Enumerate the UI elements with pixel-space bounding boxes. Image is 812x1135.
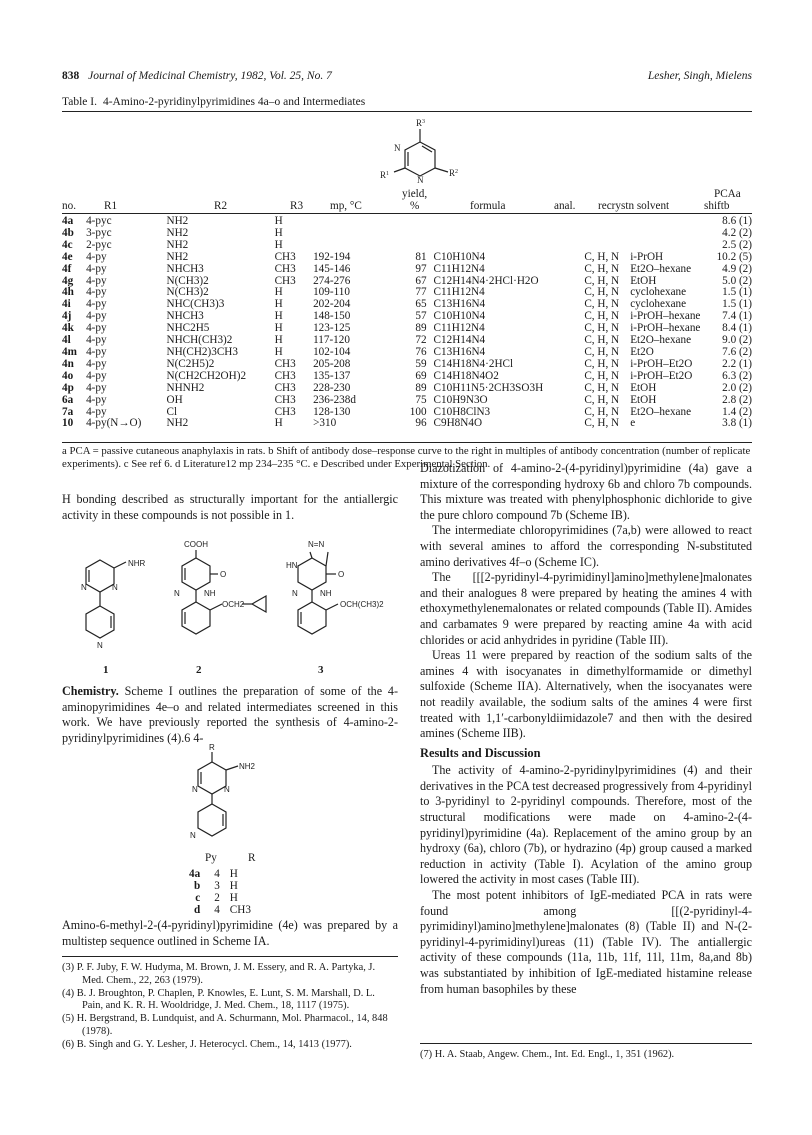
scheme-cell-py: 3 bbox=[214, 880, 220, 892]
table-caption bbox=[62, 96, 365, 108]
cell-anal: C, H, N bbox=[584, 322, 620, 335]
cell-mp: 274-276 bbox=[313, 274, 351, 287]
cell-r3: CH3 bbox=[274, 250, 296, 263]
table-bottom-rule bbox=[62, 442, 752, 443]
data-table bbox=[62, 216, 752, 430]
cell-r1: 3-pyc bbox=[86, 226, 112, 239]
cell-formula: C10H8ClN3 bbox=[433, 405, 491, 418]
table-row bbox=[62, 359, 752, 371]
scheme-cell-id: c bbox=[195, 892, 201, 904]
scheme-cell-r: H bbox=[229, 892, 238, 904]
cell-formula bbox=[431, 216, 585, 228]
left-paragraph-2-text: Amino-6-methyl-2-(4-pyridinyl)pyrimidine (4e) was prepared by a multistep sequence outlined in Scheme IA. bbox=[62, 918, 398, 948]
compound-1-structure bbox=[70, 540, 165, 660]
cell-solvent: e bbox=[630, 417, 636, 430]
scheme-substituent-row bbox=[189, 868, 261, 880]
cell-r3: CH3 bbox=[274, 369, 296, 382]
cell-formula: C11H12N4 bbox=[433, 286, 485, 299]
reference-7: (7) H. A. Staab, Angew. Chem., Int. Ed. Engl., 1, 351 (1962). bbox=[420, 1049, 675, 1060]
header-anal: anal. bbox=[554, 200, 576, 212]
structure-n-lower: N bbox=[417, 175, 424, 185]
header-yield-top: yield, bbox=[402, 188, 428, 200]
cell-formula: C13H16N4 bbox=[433, 298, 486, 311]
cell-shift: 7.4 (1) bbox=[722, 310, 752, 323]
cell-r2: NHC(CH3)3 bbox=[166, 298, 225, 311]
header-solvent: recrystn solvent bbox=[598, 200, 670, 212]
table-footnote: a PCA = passive cutaneous anaphylaxis in rats. b Shift of antibody dose–response curve to the right in multiples of antibody concentration (number of replicate experiments). c See ref 6. d Literature12 mp 234–235 °C. e Described under Experimental Section. bbox=[62, 445, 751, 470]
cell-formula: C11H12N4 bbox=[433, 322, 485, 335]
scheme-cell-py: 4 bbox=[214, 868, 220, 880]
header-r2: R2 bbox=[214, 200, 228, 212]
table-header-rule bbox=[62, 213, 752, 214]
cell-solvent bbox=[630, 228, 716, 240]
compound-2-n: N bbox=[174, 589, 180, 598]
header-r1: R1 bbox=[104, 200, 118, 212]
cell-solvent: cyclohexane bbox=[630, 298, 687, 311]
cell-r1: 4-py(N→O) bbox=[86, 417, 142, 430]
scheme-4-structure bbox=[182, 742, 272, 850]
cell-r1: 4-py bbox=[86, 274, 107, 287]
scheme-cell-py: 4 bbox=[214, 904, 220, 916]
cell-r3: CH3 bbox=[274, 381, 296, 394]
compound-1-label: 1 bbox=[103, 664, 109, 676]
cell-solvent: i-PrOH–Et2O bbox=[630, 369, 693, 382]
header-r3: R3 bbox=[290, 200, 304, 212]
header-formula: formula bbox=[470, 200, 506, 212]
cell-r3: H bbox=[274, 322, 283, 335]
page-number: 838 bbox=[62, 70, 80, 82]
cell-mp: 148-150 bbox=[313, 310, 351, 323]
compound-3-n: N bbox=[292, 589, 298, 598]
cell-mp: 228-230 bbox=[313, 381, 351, 394]
structure-r2-label: $R^2$ bbox=[449, 168, 459, 178]
cell-solvent: Et2O–hexane bbox=[630, 262, 692, 275]
cell-r2: NH2 bbox=[166, 238, 189, 251]
cell-anal: C, H, N bbox=[584, 393, 620, 406]
left-references bbox=[62, 962, 398, 1052]
cell-no: 4j bbox=[62, 310, 72, 323]
cell-shift: 9.0 (2) bbox=[722, 334, 752, 347]
scheme-r-label: R bbox=[209, 743, 215, 752]
cell-mp: 145-146 bbox=[313, 262, 351, 275]
cell-r2: NH2 bbox=[166, 417, 189, 430]
compound-1-nhr: NHR bbox=[128, 559, 146, 568]
cell-shift: 4.9 (2) bbox=[722, 262, 752, 275]
cell-formula: C14H18N4·2HCl bbox=[433, 357, 514, 370]
cell-no: 4i bbox=[62, 298, 71, 311]
cell-anal: C, H, N bbox=[584, 298, 620, 311]
scheme-n-a: N bbox=[192, 785, 198, 794]
cell-r3: CH3 bbox=[274, 274, 296, 287]
compound-3-hn: HN bbox=[286, 561, 298, 570]
scheme-cell-r: H bbox=[229, 868, 238, 880]
cell-r3: H bbox=[274, 417, 283, 430]
header-pca-top: PCAa bbox=[714, 188, 741, 200]
cell-yield bbox=[407, 228, 431, 240]
cell-yield bbox=[407, 240, 431, 252]
cell-shift: 4.2 (2) bbox=[722, 226, 752, 239]
cell-r1: 4-py bbox=[86, 310, 107, 323]
cell-anal bbox=[584, 228, 630, 240]
running-authors: Lesher, Singh, Mielens bbox=[647, 70, 752, 82]
cell-anal: C, H, N bbox=[584, 417, 620, 430]
compound-1-n-a: N bbox=[81, 583, 87, 592]
cell-anal: C, H, N bbox=[584, 286, 620, 299]
cell-r1: 4-py bbox=[86, 345, 107, 358]
cell-r2: NHCH3 bbox=[166, 310, 204, 323]
cell-shift: 8.6 (1) bbox=[722, 215, 752, 227]
cell-formula bbox=[431, 240, 585, 252]
cell-r3: H bbox=[274, 215, 283, 227]
cell-formula: C9H8N4O bbox=[433, 417, 483, 430]
cell-yield: 96 bbox=[415, 417, 427, 430]
cell-mp bbox=[310, 228, 407, 240]
table-row bbox=[62, 264, 752, 276]
left-intro-paragraph bbox=[62, 492, 398, 523]
cell-r1: 4-py bbox=[86, 381, 107, 394]
journal-citation: Journal of Medicinal Chemistry, 1982, Vol. 25, No. 7 bbox=[88, 70, 332, 82]
cell-shift: 2.5 (2) bbox=[722, 238, 752, 251]
compound-1-n-c: N bbox=[97, 641, 103, 650]
compound-2-structure bbox=[160, 536, 278, 660]
cell-r2: OH bbox=[166, 393, 183, 406]
results-heading: Results and Discussion bbox=[420, 745, 541, 760]
cell-r1: 4-py bbox=[86, 250, 107, 263]
scheme-py-header: Py bbox=[205, 852, 217, 864]
left-refs-rule bbox=[62, 956, 398, 957]
cell-r3: CH3 bbox=[274, 405, 296, 418]
table-row bbox=[62, 395, 752, 407]
reference-5: (5) H. Bergstrand, B. Lundquist, and A. Schurmann, Mol. Pharmacol., 14, 848 (1978). bbox=[62, 1013, 388, 1037]
cell-no: 7a bbox=[62, 405, 74, 418]
cell-mp bbox=[310, 240, 407, 252]
cell-mp bbox=[310, 216, 407, 228]
cell-shift: 8.4 (1) bbox=[722, 322, 752, 335]
cell-solvent: i-PrOH–hexane bbox=[630, 322, 701, 335]
chemistry-paragraph bbox=[62, 684, 398, 746]
cell-r3: H bbox=[274, 345, 283, 358]
scheme-n-b: N bbox=[224, 785, 230, 794]
scheme-cell-id: b bbox=[193, 880, 201, 892]
cell-mp: 109-110 bbox=[313, 286, 350, 299]
cell-no: 6a bbox=[62, 393, 74, 406]
cell-no: 4a bbox=[62, 215, 74, 227]
cell-no: 4n bbox=[62, 357, 74, 370]
cell-r1: 4-py bbox=[86, 322, 107, 335]
cell-no: 4k bbox=[62, 322, 74, 335]
cell-formula: C10H9N3O bbox=[433, 393, 488, 406]
cell-mp: 205-208 bbox=[313, 357, 351, 370]
cell-r2: NH2 bbox=[166, 250, 189, 263]
right-paragraph-4: Ureas 11 were prepared by reaction of the sodium salts of the amines 4 with isocyanates in dimethylformamide or dimethyl sulfoxide (Scheme IIA). Alternatively, when the isocyanates were not readily available, the sodium salts of the amines 4 were first treated with 1,1′-carbonyldiimidazole7 and then with the desired amines (Scheme IIB). bbox=[420, 648, 752, 741]
cell-r2: Cl bbox=[166, 405, 178, 418]
cell-no: 4p bbox=[62, 381, 74, 394]
compound-3-oxo: O bbox=[338, 570, 345, 579]
cell-r3: H bbox=[274, 310, 283, 323]
compound-2-cooh: COOH bbox=[184, 540, 208, 549]
cell-yield: 57 bbox=[415, 310, 427, 323]
cell-shift: 1.5 (1) bbox=[722, 286, 752, 299]
cell-no: 4h bbox=[62, 286, 74, 299]
cell-r2: N(C2H5)2 bbox=[166, 357, 215, 370]
scheme-nh2-label: NH2 bbox=[239, 762, 256, 771]
cell-r3: CH3 bbox=[274, 393, 296, 406]
reference-3: (3) P. F. Juby, F. W. Hudyma, M. Brown, J. M. Essery, and R. A. Partyka, J. Med. Chem., 22, 263 (1979). bbox=[62, 962, 376, 986]
cell-shift: 3.8 (1) bbox=[722, 417, 752, 430]
right-paragraph-3: The [[[2-pyridinyl-4-pyrimidinyl]amino]methylene]malonates and their analogues 8 were prepared by heating the amines 4 with ethoxymethylenemalonates or related compounds (Table II). Amides and carbamates 9 were prepared by reacting amine 4a with acid chlorides or acid anhydrides in pyridine (Table III). bbox=[420, 570, 752, 647]
table-row bbox=[62, 371, 752, 383]
cell-r1: 4-pyc bbox=[86, 215, 112, 227]
cell-yield: 89 bbox=[415, 381, 427, 394]
cell-r1: 4-py bbox=[86, 334, 107, 347]
cell-solvent: EtOH bbox=[630, 393, 657, 406]
cell-formula: C10H10N4 bbox=[433, 310, 486, 323]
header-no: no. bbox=[62, 200, 76, 212]
cell-no: 10 bbox=[62, 417, 74, 430]
structure-r1-label: $R^1$ bbox=[380, 170, 390, 180]
table-top-rule bbox=[62, 111, 752, 112]
cell-no: 4c bbox=[62, 238, 73, 251]
cell-solvent bbox=[630, 216, 716, 228]
right-paragraph-5: The activity of 4-amino-2-pyridinylpyrimidines (4) and their derivatives in the PCA test decreased progressively from 4-pyridinyl to 3-pyridinyl to 2-pyridinyl compounds. Therefore, most of the structural modifications were made on 4-amino-2-(4-pyridinyl)pyrimidine (4a). Replacement of the amino group by an hydroxy (6a), chloro (7b), or hydrazino (4p) group caused a marked reduction in activity (Table I). Acylation of the amino group lowered the activity in most cases (Table III). bbox=[420, 763, 752, 887]
cell-r2: N(CH3)2 bbox=[166, 274, 209, 287]
cell-solvent: Et2O–hexane bbox=[630, 334, 692, 347]
cell-yield: 81 bbox=[415, 250, 427, 263]
right-paragraph-1: Diazotization of 4-amino-2-(4-pyridinyl)pyrimidine (4a) gave a mixture of the corresponding hydroxy 6b and chloro 7b compounds. This mixture was treated with phenylphosphonic dichloride to give the pure chloro compound 7b (Scheme IB). bbox=[420, 461, 752, 522]
structure-n-upper: N bbox=[394, 143, 401, 153]
cell-solvent: cyclohexane bbox=[630, 286, 687, 299]
cell-yield: 77 bbox=[415, 286, 427, 299]
cell-r3: H bbox=[274, 226, 283, 239]
cell-solvent: Et2O–hexane bbox=[630, 405, 692, 418]
table-row bbox=[62, 418, 752, 430]
right-refs-rule bbox=[420, 1043, 752, 1044]
cell-anal bbox=[584, 216, 630, 228]
cell-shift: 2.2 (1) bbox=[722, 357, 752, 370]
cell-no: 4l bbox=[62, 334, 71, 347]
cell-shift: 6.3 (2) bbox=[722, 369, 752, 382]
cell-mp: >310 bbox=[313, 417, 337, 430]
cell-yield: 59 bbox=[415, 357, 427, 370]
scheme-substituent-table bbox=[189, 868, 261, 916]
table-title: 4-Amino-2-pyridinylpyrimidines 4a–o and Intermediates bbox=[102, 96, 366, 108]
cell-yield: 89 bbox=[415, 322, 427, 335]
cell-mp: 117-120 bbox=[313, 334, 350, 347]
compound-3-azo: N=N bbox=[308, 540, 325, 549]
cell-yield bbox=[407, 216, 431, 228]
cell-r3: H bbox=[274, 286, 283, 299]
cell-anal bbox=[584, 240, 630, 252]
cell-shift: 7.6 (2) bbox=[722, 345, 752, 358]
cell-formula: C13H16N4 bbox=[433, 345, 486, 358]
cell-r1: 4-py bbox=[86, 405, 107, 418]
cell-r3: H bbox=[274, 238, 283, 251]
cell-r3: H bbox=[274, 298, 283, 311]
cell-no: 4g bbox=[62, 274, 74, 287]
cell-r2: NHNH2 bbox=[166, 381, 205, 394]
cell-yield: 75 bbox=[415, 393, 427, 406]
cell-shift: 10.2 (5) bbox=[716, 250, 752, 263]
compound-3-nh: NH bbox=[320, 589, 332, 598]
cell-no: 4b bbox=[62, 226, 74, 239]
cell-shift: 2.8 (2) bbox=[722, 393, 752, 406]
cell-r1: 4-py bbox=[86, 298, 107, 311]
compound-3-structure bbox=[282, 536, 402, 660]
cell-r3: CH3 bbox=[274, 357, 296, 370]
table-row bbox=[62, 252, 752, 264]
reference-4: (4) B. J. Broughton, P. Chaplen, P. Knowles, E. Lunt, S. M. Marshall, D. L. Pain, and K. R. H. Wooldridge, J. Med. Chem., 18, 1117 (1975). bbox=[62, 987, 375, 1012]
right-column bbox=[420, 461, 752, 997]
cell-yield: 72 bbox=[415, 334, 427, 347]
cell-anal: C, H, N bbox=[584, 310, 620, 323]
header-yield-bottom: % bbox=[410, 200, 420, 212]
scheme-substituent-row bbox=[189, 904, 261, 916]
scheme-cell-r: H bbox=[229, 880, 238, 892]
reference-6: (6) B. Singh and G. Y. Lesher, J. Heterocycl. Chem., 14, 1413 (1977). bbox=[62, 1038, 352, 1050]
cell-yield: 97 bbox=[415, 262, 427, 275]
scheme-n-c: N bbox=[190, 831, 196, 840]
cell-r2: NHCH3 bbox=[166, 262, 204, 275]
cell-r1: 4-py bbox=[86, 262, 107, 275]
cell-no: 4m bbox=[62, 345, 77, 358]
cell-yield: 67 bbox=[415, 274, 427, 287]
scheme-cell-py: 2 bbox=[214, 892, 220, 904]
scheme-substituent-row bbox=[189, 880, 261, 892]
cell-r1: 4-py bbox=[86, 393, 107, 406]
compound-2-nh: NH bbox=[204, 589, 216, 598]
compound-2-label: 2 bbox=[196, 664, 202, 676]
cell-r2: N(CH3)2 bbox=[166, 286, 209, 299]
cell-anal: C, H, N bbox=[584, 262, 620, 275]
cell-formula: C10H11N5·2CH3SO3H bbox=[433, 381, 544, 394]
cell-formula bbox=[431, 228, 585, 240]
header-mp: mp, °C bbox=[330, 200, 362, 212]
cell-anal: C, H, N bbox=[584, 357, 620, 370]
right-paragraph-2: The intermediate chloropyrimidines (7a,b) were allowed to react with several amines to afford the corresponding N-substituted amino derivatives 4f–o (Scheme IC). bbox=[420, 523, 752, 569]
cell-anal: C, H, N bbox=[584, 381, 620, 394]
cell-anal: C, H, N bbox=[584, 250, 620, 263]
structure-r3-label: $R^3$ bbox=[416, 118, 426, 128]
cell-anal: C, H, N bbox=[584, 274, 620, 287]
cell-r1: 2-pyc bbox=[86, 238, 112, 251]
cell-yield: 65 bbox=[415, 298, 427, 311]
cell-r3: CH3 bbox=[274, 262, 296, 275]
cell-r1: 4-py bbox=[86, 286, 107, 299]
chemistry-heading: Chemistry. bbox=[62, 684, 119, 698]
cell-shift: 1.5 (1) bbox=[722, 298, 752, 311]
cell-anal: C, H, N bbox=[584, 334, 620, 347]
compound-2-oxo: O bbox=[220, 570, 227, 579]
cell-yield: 69 bbox=[415, 369, 427, 382]
table-label: Table I. bbox=[62, 96, 97, 108]
cell-shift: 2.0 (2) bbox=[722, 381, 752, 394]
cell-no: 4o bbox=[62, 369, 74, 382]
chemistry-text: Scheme I outlines the preparation of some of the 4-aminopyrimidines 4e–o and related intermediates screened in this work. We have previously reported the synthesis of 4-amino-2-pyridinylpyrimidines (4).6 4- bbox=[62, 684, 398, 745]
table-row bbox=[62, 240, 752, 252]
cell-mp: 135-137 bbox=[313, 369, 351, 382]
cell-r1: 4-py bbox=[86, 369, 107, 382]
cell-r2: NHC2H5 bbox=[166, 322, 210, 335]
compound-1-n-b: N bbox=[112, 583, 118, 592]
cell-formula: C12H14N4·2HCl·H2O bbox=[433, 274, 539, 287]
table-row bbox=[62, 383, 752, 395]
cell-r2: NHCH(CH3)2 bbox=[166, 334, 233, 347]
cell-r1: 4-py bbox=[86, 357, 107, 370]
right-paragraph-6: The most potent inhibitors of IgE-mediated PCA in rats were found among [[(2-pyridinyl-4-pyrimidinyl)amino]methylene]malonates (8) (Table II) and N-(2-pyridinyl-4-pyrimidinyl)ureas (11) (Table IV). The antiallergic activity of these compounds (11a, 11b, 11f, 11l, 11m, 8a,and 8b) was substantiated by inhibition of IgE-mediated histamine release from human basophiles by these bbox=[420, 888, 752, 996]
cell-mp: 128-130 bbox=[313, 405, 351, 418]
cell-anal: C, H, N bbox=[584, 345, 620, 358]
cell-mp: 123-125 bbox=[313, 322, 351, 335]
scheme-cell-id: 4a bbox=[189, 868, 201, 880]
running-head bbox=[62, 70, 752, 86]
cell-r2: NH2 bbox=[166, 226, 189, 239]
cell-shift: 5.0 (2) bbox=[722, 274, 752, 287]
cell-yield: 76 bbox=[415, 345, 427, 358]
cell-formula: C10H10N4 bbox=[433, 250, 486, 263]
scheme-r-header: R bbox=[248, 852, 256, 864]
header-pca-bottom: shiftb bbox=[704, 200, 730, 212]
cell-solvent: EtOH bbox=[630, 274, 657, 287]
cell-solvent: EtOH bbox=[630, 381, 657, 394]
cell-formula: C14H18N4O2 bbox=[433, 369, 499, 382]
cell-solvent: i-PrOH–hexane bbox=[630, 310, 701, 323]
compound-3-label: 3 bbox=[318, 664, 324, 676]
cell-solvent: i-PrOH–Et2O bbox=[630, 357, 693, 370]
cell-no: 4f bbox=[62, 262, 72, 275]
cell-solvent: Et2O bbox=[630, 345, 654, 358]
cell-mp: 192-194 bbox=[313, 250, 351, 263]
scheme-cell-r: CH3 bbox=[229, 904, 251, 916]
cell-r2: NH(CH2)3CH3 bbox=[166, 345, 238, 358]
cell-solvent: i-PrOH bbox=[630, 250, 664, 263]
cell-formula: C11H12N4 bbox=[433, 262, 485, 275]
left-paragraph-2 bbox=[62, 918, 398, 949]
scheme-cell-id: d bbox=[193, 904, 201, 916]
cell-formula: C12H14N4 bbox=[433, 334, 486, 347]
compound-2-och2: OCH2 bbox=[222, 600, 245, 609]
cell-solvent bbox=[630, 240, 716, 252]
cell-no: 4e bbox=[62, 250, 73, 263]
scheme-substituent-row bbox=[189, 892, 261, 904]
cell-mp: 236-238d bbox=[313, 393, 356, 406]
table-structure-diagram bbox=[360, 114, 490, 186]
cell-yield: 100 bbox=[409, 405, 427, 418]
cell-mp: 202-204 bbox=[313, 298, 351, 311]
cell-shift: 1.4 (2) bbox=[722, 405, 752, 418]
cell-anal: C, H, N bbox=[584, 369, 620, 382]
compound-3-isopropoxy: OCH(CH3)2 bbox=[340, 600, 384, 609]
cell-anal: C, H, N bbox=[584, 405, 620, 418]
cell-r3: H bbox=[274, 334, 283, 347]
cell-r2: N(CH2CH2OH)2 bbox=[166, 369, 247, 382]
cell-mp: 102-104 bbox=[313, 345, 351, 358]
right-reference bbox=[420, 1049, 752, 1062]
cell-r2: NH2 bbox=[166, 215, 189, 227]
left-paragraph-1: H bonding described as structurally important for the antiallergic activity in these compounds is not possible in 1. bbox=[62, 492, 398, 522]
